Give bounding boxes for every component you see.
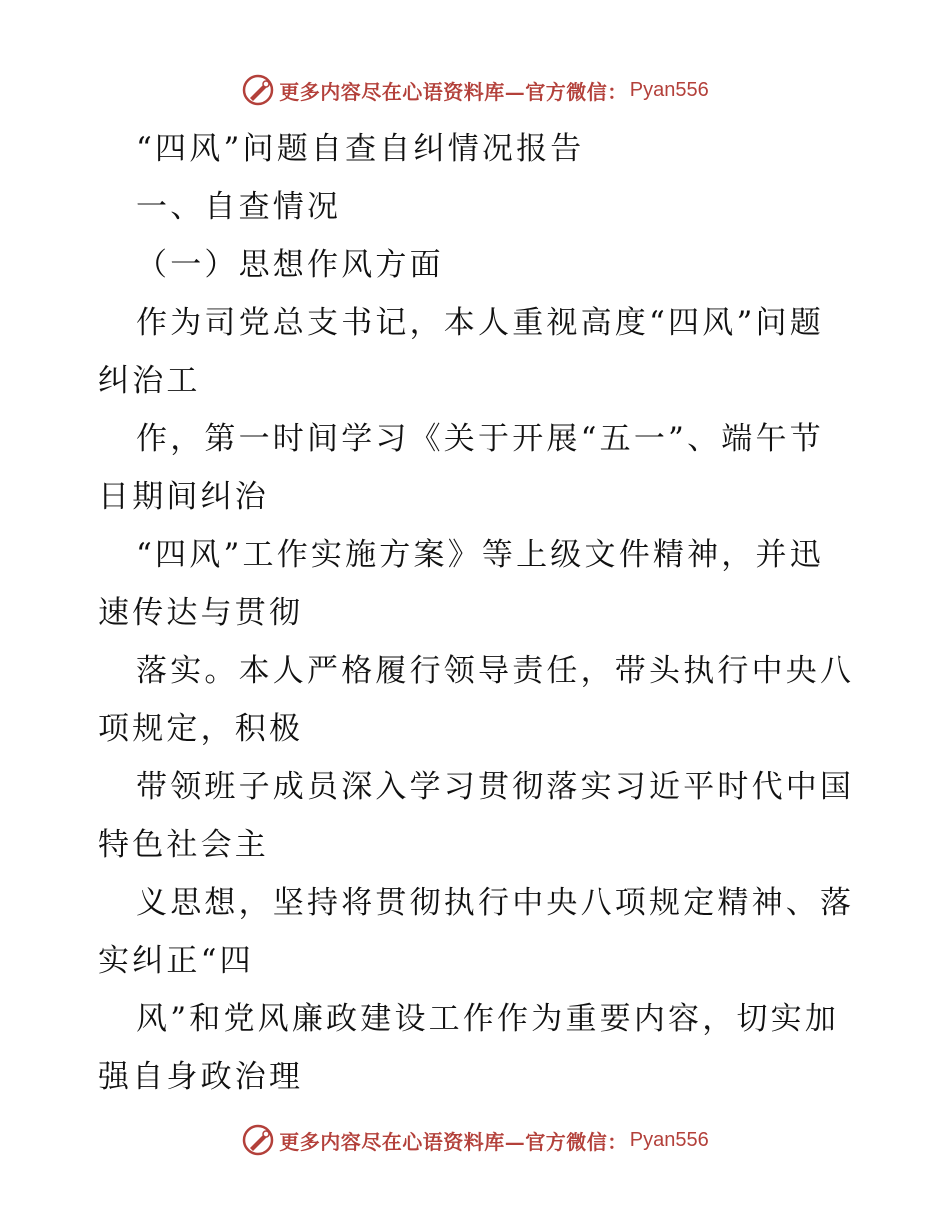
subsection-heading: （一）思想作风方面	[136, 247, 444, 283]
watermark-handle: Pyan556	[629, 78, 709, 101]
document-body	[98, 120, 858, 1106]
pen-logo-icon	[241, 73, 275, 107]
watermark-text: 更多内容尽在心语资料库—官方微信：	[279, 79, 628, 104]
body-line: 带领班子成员深入学习贯彻落实习近平时代中国	[136, 769, 855, 805]
watermark-text: 更多内容尽在心语资料库—官方微信：	[279, 1129, 628, 1154]
body-line: 纠治工	[98, 363, 201, 399]
watermark-handle: Pyan556	[629, 1128, 709, 1151]
body-line: 特色社会主	[98, 827, 269, 863]
body-line: 速传达与贯彻	[98, 595, 304, 631]
body-line: 落实。本人严格履行领导责任，带头执行中央八	[136, 653, 855, 689]
footer-watermark	[0, 1120, 950, 1160]
document-title: “四风”问题自查自纠情况报告	[136, 131, 585, 167]
body-line: 实纠正“四	[98, 943, 254, 979]
body-line: 项规定，积极	[98, 711, 304, 747]
body-line: “四风”工作实施方案》等上级文件精神，并迅	[136, 537, 824, 573]
section-heading: 一、自查情况	[136, 189, 342, 225]
header-watermark	[0, 70, 950, 110]
body-line: 风”和党风廉政建设工作作为重要内容，切实加	[136, 1001, 840, 1037]
body-line: 作，第一时间学习《关于开展“五一”、端午节	[136, 421, 824, 457]
body-line: 作为司党总支书记，本人重视高度“四风”问题	[136, 305, 824, 341]
body-line: 义思想，坚持将贯彻执行中央八项规定精神、落	[136, 885, 855, 921]
body-line: 强自身政治理	[98, 1059, 304, 1095]
pen-logo-icon	[241, 1123, 275, 1157]
body-line: 日期间纠治	[98, 479, 269, 515]
